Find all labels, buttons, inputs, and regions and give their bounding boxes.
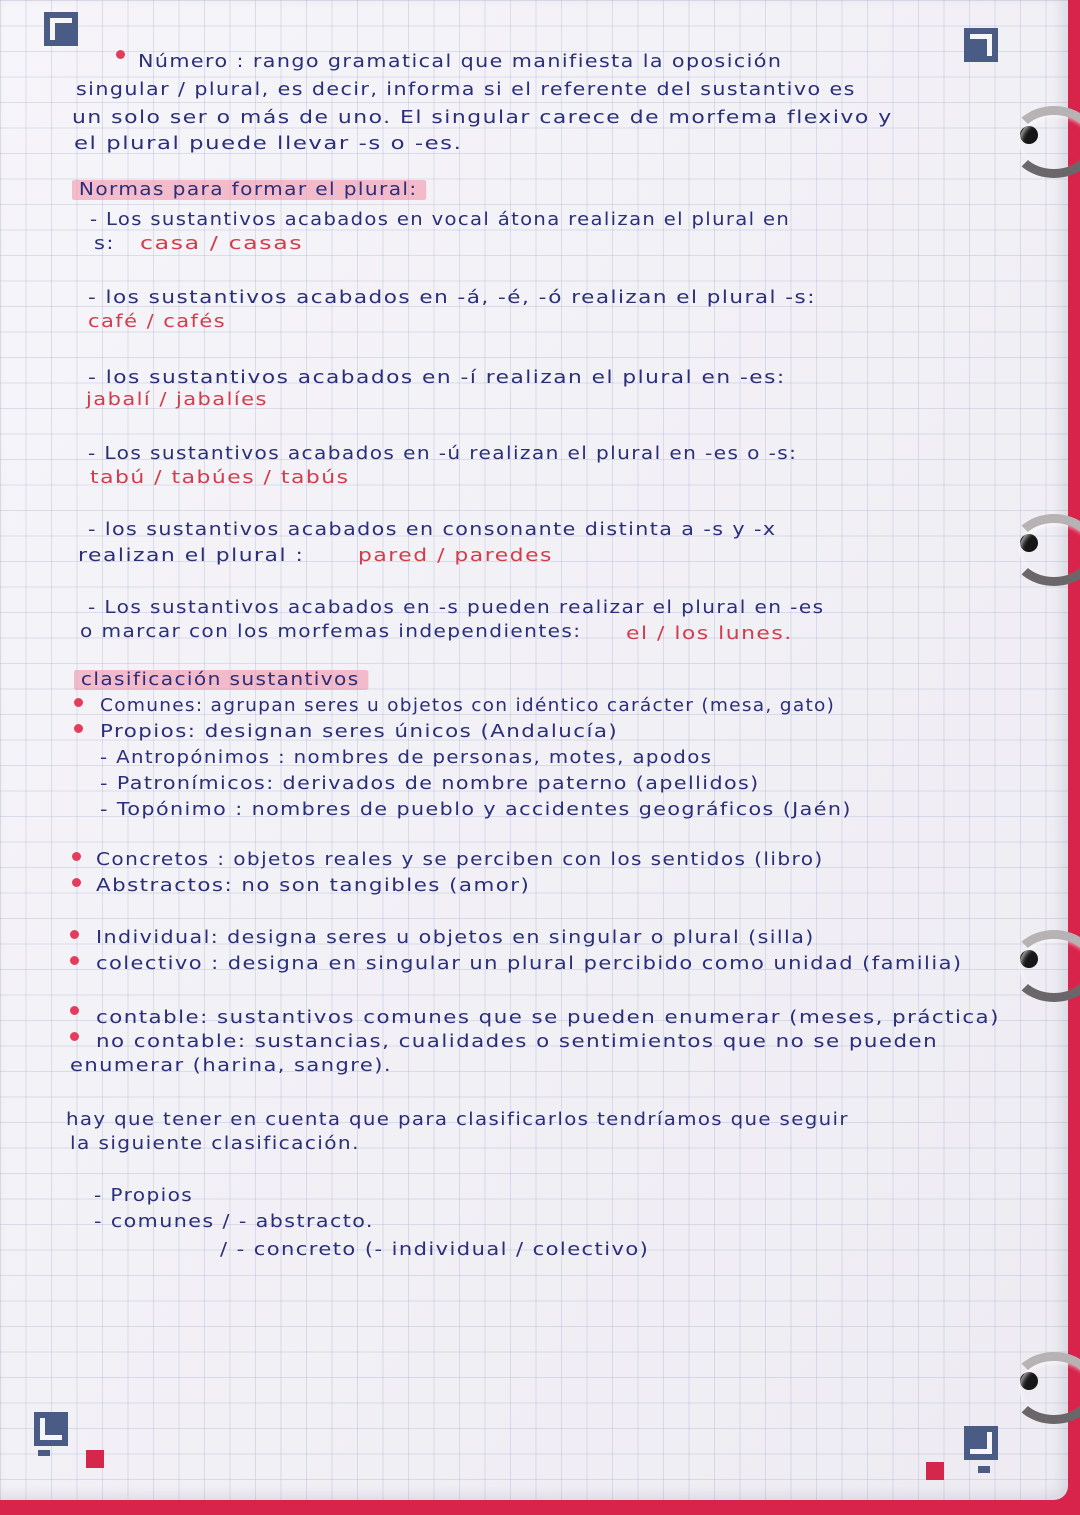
bullet-icon [70, 956, 79, 965]
rule-4-text: - Los sustantivos acabados en -ú realizan el plural en -es o -s: [88, 444, 798, 464]
corner-marker-bottom-right-icon [964, 1426, 998, 1476]
classification-individual: Individual: designa seres u objetos en singular o plural (silla) [96, 928, 815, 948]
summary-line-1: hay que tener en cuenta que para clasificarlos tendríamos que seguir [66, 1110, 849, 1130]
rule-1-text: - Los sustantivos acabados en vocal átona realizan el plural en [90, 210, 791, 230]
summary-tree-propios: - Propios [94, 1186, 194, 1206]
red-square-mark [86, 1450, 104, 1468]
bullet-icon [74, 698, 83, 707]
classification-abstractos: Abstractos: no son tangibles (amor) [96, 876, 531, 896]
binder-ring-icon [1010, 514, 1080, 586]
classification-heading: clasificación sustantivos [74, 670, 369, 690]
rule-5-example: pared / paredes [358, 546, 553, 566]
classification-concretos: Concretos : objetos reales y se perciben con los sentidos (libro) [96, 850, 824, 870]
definition-line-4: el plural puede llevar -s o -es. [74, 134, 463, 154]
rule-2-text: - los sustantivos acabados en -á, -é, -ó realizan el plural -s: [88, 288, 816, 308]
rule-2-example: café / cafés [88, 312, 227, 332]
classification-no-contable-cont: enumerar (harina, sangre). [70, 1056, 392, 1076]
rule-3-text: - los sustantivos acabados en -í realizan el plural en -es: [88, 368, 786, 388]
classification-propios: Propios: designan seres únicos (Andalucía) [100, 722, 619, 742]
classification-no-contable: no contable: sustancias, cualidades o sentimientos que no se pueden [96, 1032, 939, 1052]
summary-line-2: la siguiente clasificación. [70, 1134, 360, 1154]
bullet-icon [70, 930, 79, 939]
bullet-icon [70, 1032, 79, 1041]
red-square-mark [926, 1462, 944, 1480]
classification-contable: contable: sustantivos comunes que se pueden enumerar (meses, práctica) [96, 1008, 1000, 1028]
rule-3-example: jabalí / jabalíes [86, 390, 268, 410]
plural-rules-heading: Normas para formar el plural: [72, 180, 427, 200]
rule-5-text-cont: realizan el plural : [78, 546, 305, 566]
binder-ring-icon [1010, 106, 1080, 178]
rule-4-example: tabú / tabúes / tabús [90, 468, 350, 488]
bullet-icon [72, 852, 81, 861]
rule-1-example: casa / casas [140, 234, 304, 254]
corner-marker-bottom-left-icon [34, 1412, 68, 1458]
bullet-icon [70, 1006, 79, 1015]
bullet-icon [74, 724, 83, 733]
classification-comunes: Comunes: agrupan seres u objetos con idéntico carácter (mesa, gato) [100, 696, 836, 716]
rule-6-text-cont: o marcar con los morfemas independientes: [80, 622, 582, 642]
bullet-icon [116, 50, 125, 59]
bullet-icon [72, 878, 81, 887]
classification-patronimicos: - Patronímicos: derivados de nombre paterno (apellidos) [100, 774, 760, 794]
summary-tree-concreto: / - concreto (- individual / colectivo) [220, 1240, 650, 1260]
classification-toponimo: - Topónimo : nombres de pueblo y accidentes geográficos (Jaén) [100, 800, 852, 820]
classification-antroponimos: - Antropónimos : nombres de personas, motes, apodos [100, 748, 713, 768]
binder-ring-icon [1010, 930, 1080, 1002]
binder-ring-icon [1010, 1352, 1080, 1424]
corner-marker-top-left-icon [44, 12, 78, 46]
definition-line-3: un solo ser o más de uno. El singular carece de morfema flexivo y [72, 108, 893, 128]
rule-6-example: el / los lunes. [626, 624, 793, 644]
rule-6-text: - Los sustantivos acabados en -s pueden realizar el plural en -es [88, 598, 825, 618]
corner-marker-top-right-icon [964, 28, 998, 62]
rule-1-text-cont: s: [94, 234, 115, 254]
definition-line-1: Número : rango gramatical que manifiesta la oposición [138, 52, 783, 72]
classification-colectivo: colectivo : designa en singular un plural percibido como unidad (familia) [96, 954, 963, 974]
summary-tree-comunes: - comunes / - abstracto. [94, 1212, 374, 1232]
rule-5-text: - los sustantivos acabados en consonante distinta a -s y -x [88, 520, 777, 540]
definition-line-2: singular / plural, es decir, informa si el referente del sustantivo es [76, 80, 856, 100]
